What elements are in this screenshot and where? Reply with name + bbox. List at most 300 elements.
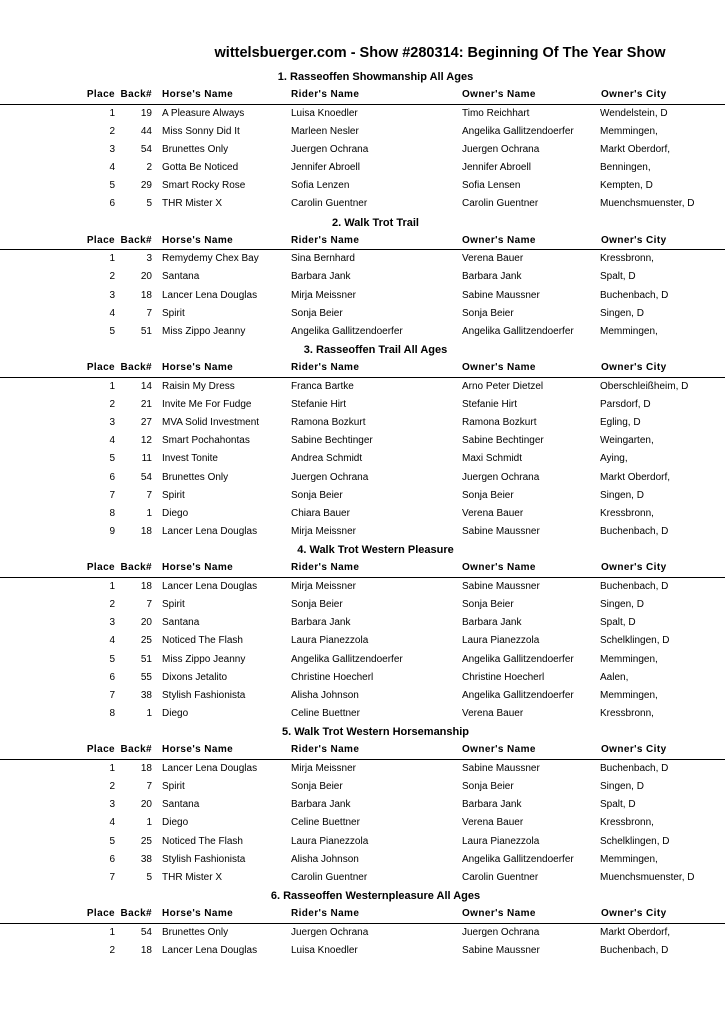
table-row (0, 268, 725, 286)
table-header (0, 232, 725, 251)
column-header-place: Place (86, 562, 115, 574)
cell-horse: Lancer Lena Douglas (162, 944, 258, 956)
cell-rider: Barbara Jank (291, 617, 351, 629)
cell-city: Kempten, D (600, 180, 653, 192)
cell-owner: Timo Reichhart (462, 107, 530, 119)
class-title: 4. Walk Trot Western Pleasure (297, 544, 454, 557)
cell-city: Buchenbach, D (600, 762, 669, 774)
cell-horse: Invite Me For Fudge (162, 398, 252, 410)
table-row (0, 432, 725, 450)
cell-owner: Verena Bauer (462, 708, 524, 720)
table-row (0, 869, 725, 887)
cell-rider: Sonja Beier (291, 307, 343, 319)
cell-back: 55 (140, 671, 152, 683)
class-section (0, 214, 725, 341)
cell-owner: Sabine Maussner (462, 526, 540, 538)
cell-back: 51 (140, 653, 152, 665)
cell-place: 4 (109, 307, 115, 319)
cell-owner: Verena Bauer (462, 507, 524, 519)
cell-horse: Lancer Lena Douglas (162, 762, 258, 774)
cell-horse: Miss Zippo Jeanny (162, 653, 246, 665)
cell-city: Buchenbach, D (600, 289, 669, 301)
cell-rider: Angelika Gallitzendoerfer (291, 325, 403, 337)
cell-horse: Miss Sonny Did It (162, 125, 240, 137)
cell-owner: Christine Hoecherl (462, 671, 545, 683)
cell-owner: Juergen Ochrana (462, 926, 540, 938)
table-row (0, 796, 725, 814)
cell-horse: Remydemy Chex Bay (162, 253, 259, 265)
table-header (0, 86, 725, 105)
cell-horse: Brunettes Only (162, 471, 229, 483)
cell-owner: Sonja Beier (462, 598, 514, 610)
column-header-owner: Owner's Name (462, 562, 536, 574)
cell-horse: Lancer Lena Douglas (162, 289, 258, 301)
table-row (0, 687, 725, 705)
cell-place: 4 (109, 817, 115, 829)
column-header-owner: Owner's Name (462, 908, 536, 920)
cell-horse: Noticed The Flash (162, 635, 243, 647)
column-header-back: Back# (120, 89, 152, 100)
cell-horse: Santana (162, 799, 200, 811)
cell-owner: Angelika Gallitzendoerfer (462, 853, 574, 865)
table-row (0, 578, 725, 596)
cell-back: 11 (141, 453, 152, 465)
cell-city: Singen, D (600, 307, 644, 319)
cell-rider: Sonja Beier (291, 598, 343, 610)
class-title: 2. Walk Trot Trail (331, 216, 419, 229)
cell-back: 1 (146, 708, 152, 720)
cell-back: 20 (140, 799, 152, 811)
cell-place: 8 (109, 507, 115, 519)
cell-owner: Sonja Beier (462, 489, 514, 501)
cell-city: Muenchsmuenster, D (600, 198, 695, 210)
table-row (0, 177, 725, 195)
cell-owner: Maxi Schmidt (462, 453, 523, 465)
cell-owner: Sabine Maussner (462, 944, 540, 956)
cell-owner: Verena Bauer (462, 817, 524, 829)
cell-place: 5 (109, 325, 115, 337)
cell-back: 7 (146, 307, 152, 319)
cell-back: 12 (140, 435, 152, 447)
cell-horse: Spirit (162, 780, 185, 792)
cell-rider: Barbara Jank (291, 799, 351, 811)
cell-back: 5 (146, 198, 152, 210)
cell-horse: Diego (162, 817, 189, 829)
column-header-horse: Horse's Name (162, 362, 234, 374)
table-row (0, 705, 725, 723)
cell-city: Singen, D (600, 489, 644, 501)
results-list (0, 68, 725, 960)
cell-back: 18 (140, 289, 152, 301)
column-header-city: Owner's City (601, 562, 667, 574)
class-section (0, 541, 725, 723)
cell-rider: Celine Buettner (291, 817, 360, 829)
cell-rider: Chiara Bauer (291, 507, 350, 519)
cell-place: 7 (109, 871, 115, 883)
cell-owner: Carolin Guentner (462, 198, 539, 210)
table-row (0, 378, 725, 396)
column-header-owner: Owner's Name (462, 234, 536, 246)
cell-rider: Christine Hoecherl (291, 671, 374, 683)
cell-city: Kressbronn, (600, 708, 654, 720)
cell-rider: Stefanie Hirt (291, 398, 347, 410)
cell-city: Kressbronn, (600, 817, 654, 829)
table-row (0, 450, 725, 468)
cell-owner: Sabine Maussner (462, 762, 540, 774)
cell-place: 3 (109, 799, 115, 811)
cell-place: 3 (109, 416, 115, 428)
table-row (0, 141, 725, 159)
cell-place: 4 (109, 435, 115, 447)
cell-rider: Andrea Schmidt (291, 453, 363, 465)
cell-city: Egling, D (600, 416, 641, 428)
cell-owner: Stefanie Hirt (462, 398, 518, 410)
cell-rider: Carolin Guentner (291, 198, 368, 210)
cell-horse: Spirit (162, 598, 185, 610)
cell-city: Memmingen, (600, 125, 658, 137)
table-row (0, 632, 725, 650)
cell-rider: Marleen Nesler (291, 125, 359, 137)
cell-owner: Barbara Jank (462, 799, 522, 811)
cell-back: 54 (140, 471, 152, 483)
cell-city: Buchenbach, D (600, 526, 669, 538)
cell-back: 38 (140, 853, 152, 865)
cell-place: 5 (109, 835, 115, 847)
cell-rider: Luisa Knoedler (291, 107, 358, 119)
cell-city: Schelklingen, D (600, 835, 670, 847)
cell-rider: Celine Buettner (291, 708, 360, 720)
column-header-back: Back# (120, 234, 152, 246)
cell-owner: Laura Pianezzola (462, 635, 540, 647)
cell-place: 5 (109, 180, 115, 192)
cell-rider: Jennifer Abroell (291, 162, 360, 174)
cell-back: 7 (146, 489, 152, 501)
cell-horse: Noticed The Flash (162, 835, 243, 847)
cell-horse: Diego (162, 507, 189, 519)
cell-city: Schelklingen, D (600, 635, 670, 647)
cell-back: 18 (140, 580, 152, 592)
table-row (0, 833, 725, 851)
table-row (0, 469, 725, 487)
cell-place: 2 (109, 780, 115, 792)
column-header-horse: Horse's Name (162, 908, 234, 920)
table-row (0, 159, 725, 177)
column-header-horse: Horse's Name (162, 89, 234, 100)
column-header-back: Back# (120, 908, 152, 920)
column-header-horse: Horse's Name (162, 234, 234, 246)
cell-owner: Barbara Jank (462, 617, 522, 629)
cell-place: 9 (109, 526, 115, 538)
cell-horse: Diego (162, 708, 189, 720)
cell-city: Memmingen, (600, 853, 658, 865)
cell-owner: Jennifer Abroell (462, 162, 531, 174)
cell-rider: Alisha Johnson (291, 689, 359, 701)
cell-city: Markt Oberdorf, (600, 926, 671, 938)
column-header-horse: Horse's Name (162, 562, 234, 574)
cell-owner: Sabine Maussner (462, 580, 540, 592)
column-header-city: Owner's City (601, 234, 667, 246)
table-header (0, 359, 725, 378)
cell-rider: Mirja Meissner (291, 580, 357, 592)
cell-place: 1 (109, 380, 115, 392)
cell-back: 51 (140, 325, 152, 337)
cell-place: 5 (109, 453, 115, 465)
column-header-city: Owner's City (601, 908, 667, 920)
cell-city: Weingarten, (600, 435, 654, 447)
cell-place: 8 (109, 708, 115, 720)
column-header-rider: Rider's Name (291, 562, 360, 574)
table-row (0, 250, 725, 268)
table-row (0, 195, 725, 213)
cell-rider: Juergen Ochrana (291, 143, 369, 155)
column-header-owner: Owner's Name (462, 744, 536, 756)
cell-city: Markt Oberdorf, (600, 143, 671, 155)
cell-horse: Dixons Jetalito (162, 671, 228, 683)
cell-horse: Spirit (162, 307, 185, 319)
cell-back: 20 (140, 271, 152, 283)
cell-city: Kressbronn, (600, 507, 654, 519)
cell-owner: Angelika Gallitzendoerfer (462, 125, 574, 137)
cell-back: 44 (140, 125, 152, 137)
cell-city: Buchenbach, D (600, 944, 669, 956)
cell-back: 25 (140, 635, 152, 647)
column-header-rider: Rider's Name (291, 362, 360, 374)
class-section (0, 887, 725, 960)
cell-owner: Juergen Ochrana (462, 143, 540, 155)
cell-owner: Verena Bauer (462, 253, 524, 265)
cell-horse: Stylish Fashionista (162, 853, 246, 865)
table-row (0, 669, 725, 687)
cell-rider: Franca Bartke (291, 380, 354, 392)
class-title: 6. Rasseoffen Westernpleasure All Ages (270, 890, 481, 903)
cell-rider: Mirja Meissner (291, 289, 357, 301)
cell-back: 18 (140, 762, 152, 774)
cell-horse: MVA Solid Investment (162, 416, 260, 428)
table-row (0, 596, 725, 614)
cell-rider: Sonja Beier (291, 780, 343, 792)
cell-horse: Gotta Be Noticed (162, 162, 239, 174)
column-header-back: Back# (120, 562, 152, 574)
cell-back: 18 (140, 526, 152, 538)
cell-horse: Lancer Lena Douglas (162, 580, 258, 592)
column-header-rider: Rider's Name (291, 89, 360, 100)
cell-place: 3 (109, 289, 115, 301)
class-section (0, 68, 725, 214)
table-row (0, 505, 725, 523)
cell-city: Singen, D (600, 780, 644, 792)
cell-city: Memmingen, (600, 325, 658, 337)
cell-back: 7 (146, 780, 152, 792)
cell-city: Muenchsmuenster, D (600, 871, 695, 883)
cell-back: 21 (140, 398, 152, 410)
column-header-place: Place (86, 744, 115, 756)
cell-owner: Sabine Maussner (462, 289, 540, 301)
column-header-place: Place (86, 362, 115, 374)
cell-rider: Mirja Meissner (291, 526, 357, 538)
cell-back: 29 (140, 180, 152, 192)
cell-place: 1 (109, 762, 115, 774)
cell-owner: Sofia Lensen (462, 180, 521, 192)
cell-owner: Arno Peter Dietzel (462, 380, 544, 392)
cell-city: Wendelstein, D (600, 107, 668, 119)
cell-back: 54 (140, 926, 152, 938)
cell-horse: THR Mister X (162, 871, 222, 883)
cell-place: 6 (109, 853, 115, 865)
cell-owner: Sonja Beier (462, 307, 514, 319)
cell-owner: Sonja Beier (462, 780, 514, 792)
cell-city: Benningen, (600, 162, 651, 174)
cell-owner: Angelika Gallitzendoerfer (462, 689, 574, 701)
table-row (0, 814, 725, 832)
cell-back: 18 (140, 944, 152, 956)
column-header-owner: Owner's Name (462, 362, 536, 374)
cell-horse: Brunettes Only (162, 926, 229, 938)
column-header-rider: Rider's Name (291, 908, 360, 920)
cell-place: 6 (109, 671, 115, 683)
table-row (0, 123, 725, 141)
column-header-city: Owner's City (601, 362, 667, 374)
cell-place: 5 (109, 653, 115, 665)
document-title: wittelsbuerger.com - Show #280314: Beginning Of The Year Show (214, 45, 666, 61)
cell-place: 1 (109, 580, 115, 592)
cell-back: 27 (140, 416, 152, 428)
cell-back: 1 (146, 817, 152, 829)
cell-back: 38 (140, 689, 152, 701)
cell-horse: Brunettes Only (162, 143, 229, 155)
cell-back: 54 (140, 143, 152, 155)
table-row (0, 778, 725, 796)
cell-place: 4 (109, 635, 115, 647)
cell-rider: Laura Pianezzola (291, 835, 369, 847)
cell-city: Aalen, (600, 671, 629, 683)
cell-rider: Sina Bernhard (291, 253, 355, 265)
table-row (0, 305, 725, 323)
cell-place: 2 (109, 944, 115, 956)
cell-rider: Mirja Meissner (291, 762, 357, 774)
cell-owner: Barbara Jank (462, 271, 522, 283)
cell-horse: Smart Pochahontas (162, 435, 250, 447)
cell-rider: Sonja Beier (291, 489, 343, 501)
table-row (0, 487, 725, 505)
cell-horse: Santana (162, 617, 200, 629)
table-header (0, 559, 725, 578)
cell-place: 3 (109, 617, 115, 629)
cell-horse: Spirit (162, 489, 185, 501)
cell-owner: Carolin Guentner (462, 871, 539, 883)
class-title: 3. Rasseoffen Trail All Ages (303, 344, 448, 357)
cell-place: 2 (109, 598, 115, 610)
cell-city: Spalt, D (600, 799, 636, 811)
cell-place: 1 (109, 253, 115, 265)
cell-city: Spalt, D (600, 617, 636, 629)
table-row (0, 105, 725, 123)
column-header-place: Place (86, 89, 115, 100)
cell-horse: Miss Zippo Jeanny (162, 325, 246, 337)
cell-place: 2 (109, 398, 115, 410)
cell-back: 14 (140, 380, 152, 392)
column-header-city: Owner's City (601, 744, 667, 756)
cell-back: 1 (146, 507, 152, 519)
class-section (0, 723, 725, 887)
cell-rider: Luisa Knoedler (291, 944, 358, 956)
cell-owner: Angelika Gallitzendoerfer (462, 325, 574, 337)
cell-rider: Carolin Guentner (291, 871, 368, 883)
cell-horse: Santana (162, 271, 200, 283)
cell-back: 25 (140, 835, 152, 847)
cell-city: Kressbronn, (600, 253, 654, 265)
cell-owner: Ramona Bozkurt (462, 416, 537, 428)
column-header-rider: Rider's Name (291, 234, 360, 246)
table-row (0, 851, 725, 869)
cell-city: Parsdorf, D (600, 398, 651, 410)
cell-owner: Laura Pianezzola (462, 835, 540, 847)
table-header (0, 741, 725, 760)
table-row (0, 924, 725, 942)
table-row (0, 323, 725, 341)
cell-horse: Lancer Lena Douglas (162, 526, 258, 538)
cell-rider: Angelika Gallitzendoerfer (291, 653, 403, 665)
cell-owner: Angelika Gallitzendoerfer (462, 653, 574, 665)
table-row (0, 396, 725, 414)
cell-place: 4 (109, 162, 115, 174)
cell-rider: Sofia Lenzen (291, 180, 350, 192)
class-section (0, 341, 725, 541)
cell-rider: Alisha Johnson (291, 853, 359, 865)
column-header-back: Back# (120, 744, 152, 756)
table-row (0, 651, 725, 669)
column-header-place: Place (86, 908, 115, 920)
cell-horse: Smart Rocky Rose (162, 180, 246, 192)
column-header-back: Back# (120, 362, 152, 374)
cell-back: 20 (140, 617, 152, 629)
table-row (0, 614, 725, 632)
cell-place: 6 (109, 471, 115, 483)
cell-back: 19 (140, 107, 152, 119)
class-title: 1. Rasseoffen Showmanship All Ages (277, 71, 474, 83)
cell-horse: Stylish Fashionista (162, 689, 246, 701)
table-row (0, 414, 725, 432)
cell-back: 3 (146, 253, 152, 265)
cell-horse: Invest Tonite (162, 453, 218, 465)
cell-city: Memmingen, (600, 689, 658, 701)
cell-rider: Juergen Ochrana (291, 926, 369, 938)
table-header (0, 905, 725, 924)
cell-owner: Juergen Ochrana (462, 471, 540, 483)
cell-rider: Juergen Ochrana (291, 471, 369, 483)
cell-place: 6 (109, 198, 115, 210)
cell-back: 2 (146, 162, 152, 174)
table-row (0, 760, 725, 778)
cell-rider: Sabine Bechtinger (291, 435, 373, 447)
cell-city: Buchenbach, D (600, 580, 669, 592)
cell-city: Singen, D (600, 598, 644, 610)
table-row (0, 942, 725, 960)
cell-city: Spalt, D (600, 271, 636, 283)
table-row (0, 523, 725, 541)
cell-place: 1 (109, 926, 115, 938)
cell-horse: THR Mister X (162, 198, 222, 210)
cell-back: 7 (146, 598, 152, 610)
cell-rider: Barbara Jank (291, 271, 351, 283)
cell-horse: Raisin My Dress (162, 380, 235, 392)
cell-owner: Sabine Bechtinger (462, 435, 544, 447)
cell-place: 2 (109, 125, 115, 137)
column-header-horse: Horse's Name (162, 744, 234, 756)
cell-city: Oberschleißheim, D (600, 380, 689, 392)
cell-city: Aying, (600, 453, 628, 465)
cell-back: 5 (146, 871, 152, 883)
class-title: 5. Walk Trot Western Horsemanship (281, 726, 470, 739)
